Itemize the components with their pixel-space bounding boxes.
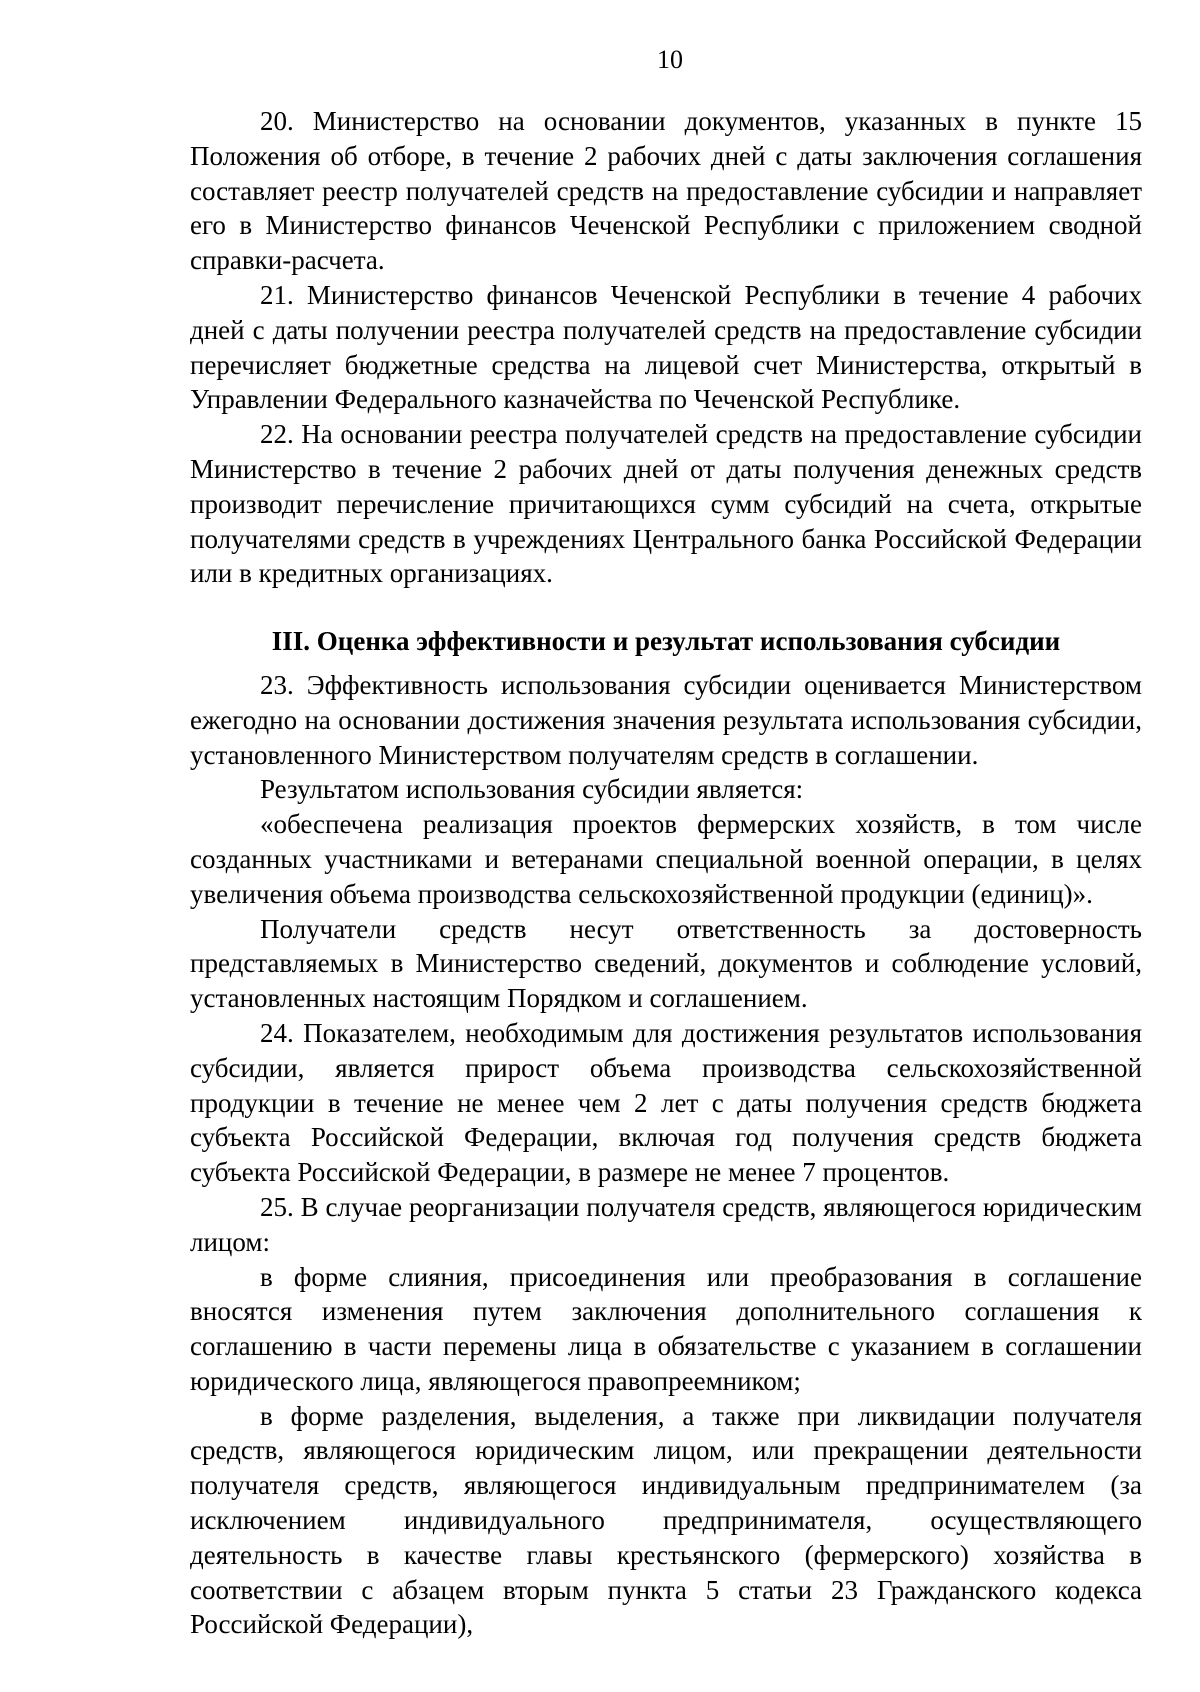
paragraph-result-quote: «обеспечена реализация проектов фермерских хозяйств, в том числе созданных участниками и ветеранами специальной военной операции, в целях увеличения объема производства сельскохозяйственной продукции (единиц)». [190,809,1142,909]
paragraph-25-division: в форме разделения, выделения, а также при ликвидации получателя средств, являющегося юридическим лицом, или прекращении деятельности получателя средств, являющегося индивидуальным предпринимателем (за исключением индивидуального предпринимателя, осуществляющего деятельность в качестве главы крестьянского (фермерского) хозяйства в соответствии с абзацем вторым пункта 5 статьи 23 Гражданского кодекса Российской Федерации), [190,1400,1142,1640]
paragraph-responsibility: Получатели средств несут ответственность за достоверность представляемых в Министерство сведений, документов и соблюдение условий, установленных настоящим Порядком и соглашением. [190,913,1142,1014]
paragraph-24: 24. Показателем, необходимым для достижения результатов использования субсидии, является прирост объема производства сельскохозяйственной продукции в течение не менее чем 2 лет с даты получения средств бюджета субъекта Российской Федерации, включая год получения средств бюджета субъекта Российской Федерации, в размере не менее 7 процентов. [190,1017,1142,1188]
paragraph-23: 23. Эффективность использования субсидии оценивается Министерством ежегодно на основании достижения значения результата использования субсидии, установленного Министерством получателям средств в соглашении. [190,669,1142,770]
document-body [190,104,1142,1642]
paragraph-20: 20. Министерство на основании документов, указанных в пункте 15 Положения об отборе, в течение 2 рабочих дней с даты заключения соглашения составляет реестр получателей средств на предоставление субсидии и направляет его в Министерство финансов Чеченской Республики с приложением сводной справки-расчета. [190,106,1142,276]
paragraph-25-merger: в форме слияния, присоединения или преобразования в соглашение вносятся изменения путем заключения дополнительного соглашения к соглашению в части перемены лица в обязательстве с указанием в соглашении юридического лица, являющегося правопреемником; [190,1261,1142,1396]
paragraph-21: 21. Министерство финансов Чеченской Республики в течение 4 рабочих дней с даты получении реестра получателей средств на предоставление субсидии перечисляет бюджетные средства на лицевой счет Министерства, открытый в Управлении Федерального казначейства по Чеченской Республике. [190,279,1142,415]
paragraph-22: 22. На основании реестра получателей средств на предоставление субсидии Министерство в течение 2 рабочих дней от даты получения денежных средств производит перечисление причитающихся сумм субсидий на счета, открытые получателями средств в учреждениях Центрального банка Российской Федерации или в кредитных организациях. [190,419,1142,589]
paragraph-25: 25. В случае реорганизации получателя средств, являющегося юридическим лицом: [190,1191,1142,1257]
paragraph-result-intro: Результатом использования субсидии является: [260,774,804,805]
section-heading: III. Оценка эффективности и результат использования субсидии [271,626,1061,657]
page-number: 10 [657,45,683,74]
